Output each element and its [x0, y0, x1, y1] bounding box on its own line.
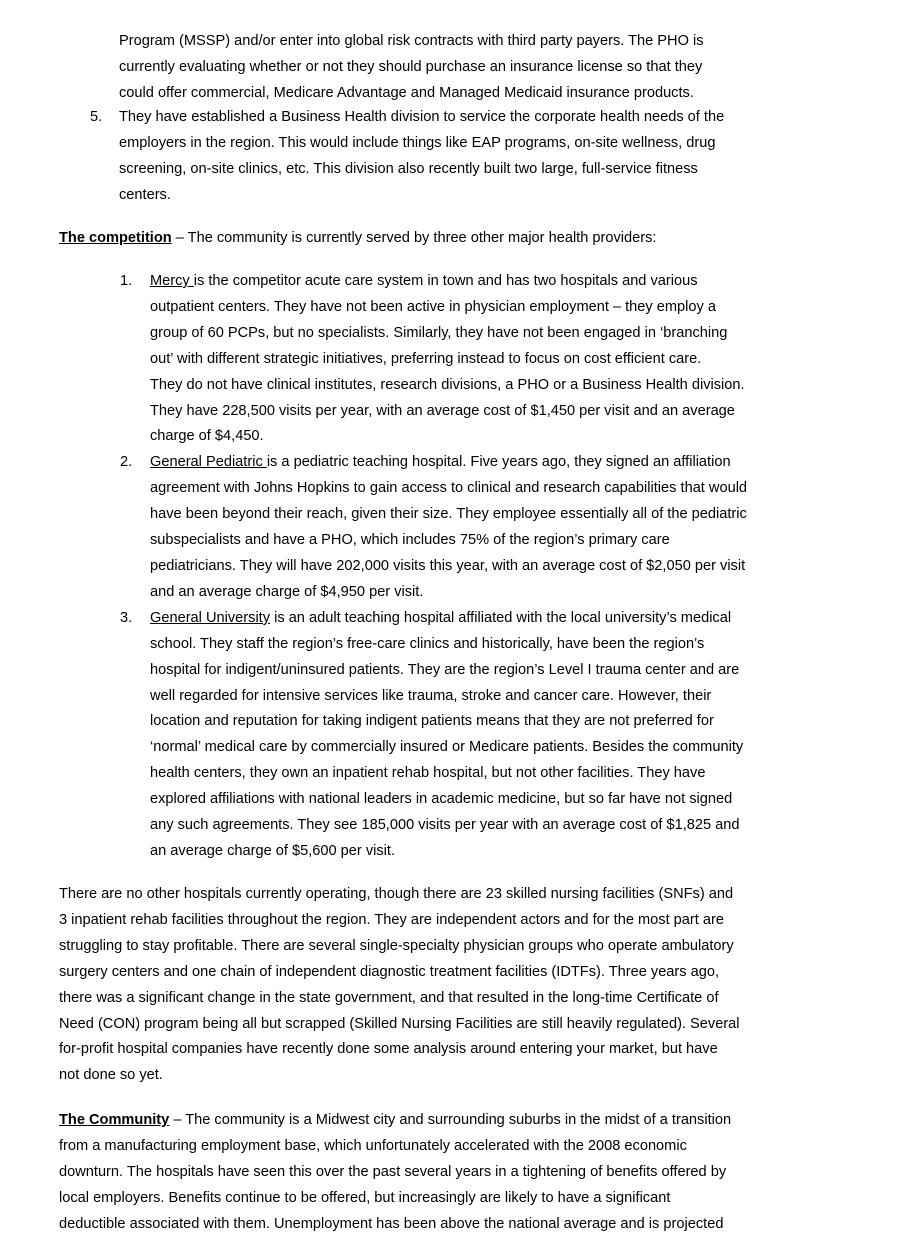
competitor-name: Mercy [150, 273, 194, 289]
text-line: centers. [119, 186, 171, 203]
text-line: They have established a Business Health division to service the corporate health needs of the [119, 109, 725, 125]
list-number: 1. [120, 273, 133, 289]
text-line: not done so yet. [59, 1067, 163, 1084]
text-line: ‘normal’ medical care by commercially insured or Medicare patients. Besides the community [150, 739, 744, 756]
text-line: explored affiliations with national leaders in academic medicine, but so far have not signed [150, 791, 733, 808]
competitor-text: is an adult teaching hospital affiliated with the local university’s medical [270, 609, 732, 626]
text-line: group of 60 PCPs, but no specialists. Similarly, they have not been engaged in ‘branching [150, 324, 728, 341]
text-line: deductible associated with them. Unemployment has been above the national average and is projected [59, 1215, 724, 1232]
competitor-item-mercy [120, 269, 747, 450]
text-line: downturn. The hospitals have seen this over the past several years in a tightening of benefits offered by [59, 1163, 727, 1180]
competitor-description [150, 476, 747, 606]
community-text: – The community is a Midwest city and surrounding suburbs in the midst of a transition [169, 1112, 732, 1128]
text-line: There are no other hospitals currently operating, though there are 23 skilled nursing facilities (SNFs) and [59, 886, 734, 902]
text-line: school. They staff the region’s free-care clinics and historically, have been the region’s [150, 635, 705, 652]
list-item-text [119, 105, 724, 209]
text-line: from a manufacturing employment base, which unfortunately accelerated with the 2008 economic [59, 1137, 687, 1154]
community-body [59, 1134, 731, 1238]
text-line: could offer commercial, Medicare Advantage and Managed Medicaid insurance products. [119, 84, 694, 101]
item-4-continuation [119, 29, 704, 107]
text-line: have been beyond their reach, given their size. They employee essentially all of the pediatric [150, 506, 747, 523]
text-line: outpatient centers. They have not been active in physician employment – they employ a [150, 298, 716, 315]
text-line: subspecialists and have a PHO, which includes 75% of the region’s primary care [150, 532, 670, 549]
text-line: They do not have clinical institutes, research divisions, a PHO or a Business Health division. [150, 376, 745, 393]
text-line: location and reputation for taking indigent patients means that they are not preferred for [150, 713, 714, 730]
other-providers-paragraph [59, 882, 740, 1089]
text-line: currently evaluating whether or not they should purchase an insurance license so that they [119, 58, 703, 75]
competitor-item-general-university [120, 606, 747, 865]
competition-heading: The competition [59, 230, 172, 246]
competitor-text: is the competitor acute care system in town and has two hospitals and various [193, 273, 698, 289]
competitor-name: General University [150, 609, 271, 626]
competition-intro-text: – The community is currently served by three other major health providers: [171, 230, 657, 246]
text-line: an average charge of $5,600 per visit. [150, 842, 396, 859]
text-line: They have 228,500 visits per year, with an average cost of $1,450 per visit and an average [150, 402, 735, 419]
text-line: 3 inpatient rehab facilities throughout the region. They are independent actors and for the most part are [59, 911, 724, 928]
text-line: hospital for indigent/uninsured patients. They are the region’s Level I trauma center and are [150, 661, 740, 678]
competition-intro [59, 226, 656, 252]
competitor-description [150, 632, 747, 865]
text-line: any such agreements. They see 185,000 visits per year with an average cost of $1,825 and [150, 817, 740, 834]
list-number: 5. [90, 109, 103, 125]
text-line: health centers, they own an inpatient rehab hospital, but not other facilities. They have [150, 765, 706, 782]
competitor-description [150, 295, 747, 450]
competitor-text: is a pediatric teaching hospital. Five years ago, they signed an affiliation [266, 454, 731, 471]
text-line: employers in the region. This would include things like EAP programs, on-site wellness, drug [119, 134, 716, 151]
list-number: 2. [120, 454, 133, 471]
competitor-name: General Pediatric [150, 454, 267, 471]
text-line: well regarded for intensive services like trauma, stroke and cancer care. However, their [150, 687, 712, 704]
text-line: there was a significant change in the state government, and that resulted in the long-time Certificate of [59, 989, 719, 1006]
text-line: local employers. Benefits continue to be offered, but increasingly are likely to have a significant [59, 1189, 671, 1206]
text-line: and an average charge of $4,950 per visit. [150, 583, 424, 600]
community-paragraph [59, 1108, 731, 1238]
competitor-item-general-pediatric [120, 450, 747, 605]
text-line: pediatricians. They will have 202,000 visits this year, with an average cost of $2,050 per visit [150, 557, 746, 574]
text-line: for-profit hospital companies have recently done some analysis around entering your market, but have [59, 1041, 718, 1058]
competitor-list [120, 269, 747, 865]
text-line: Program (MSSP) and/or enter into global risk contracts with third party payers. The PHO is [119, 33, 704, 49]
text-line: screening, on-site clinics, etc. This division also recently built two large, full-service fitness [119, 160, 698, 177]
text-line: charge of $4,450. [150, 428, 264, 445]
text-line: out’ with different strategic initiatives, preferring instead to focus on cost efficient care. [150, 350, 702, 367]
text-line: struggling to stay profitable. There are several single-specialty physician groups who operate ambulatory [59, 937, 734, 954]
community-heading: The Community [59, 1112, 170, 1128]
text-line: agreement with Johns Hopkins to gain access to clinical and research capabilities that would [150, 480, 748, 497]
list-number: 3. [120, 609, 133, 626]
text-line: Need (CON) program being all but scrapped (Skilled Nursing Facilities are still heavily regulated). Several [59, 1015, 740, 1032]
text-line: surgery centers and one chain of independent diagnostic treatment facilities (IDTFs). Three years ago, [59, 963, 720, 980]
